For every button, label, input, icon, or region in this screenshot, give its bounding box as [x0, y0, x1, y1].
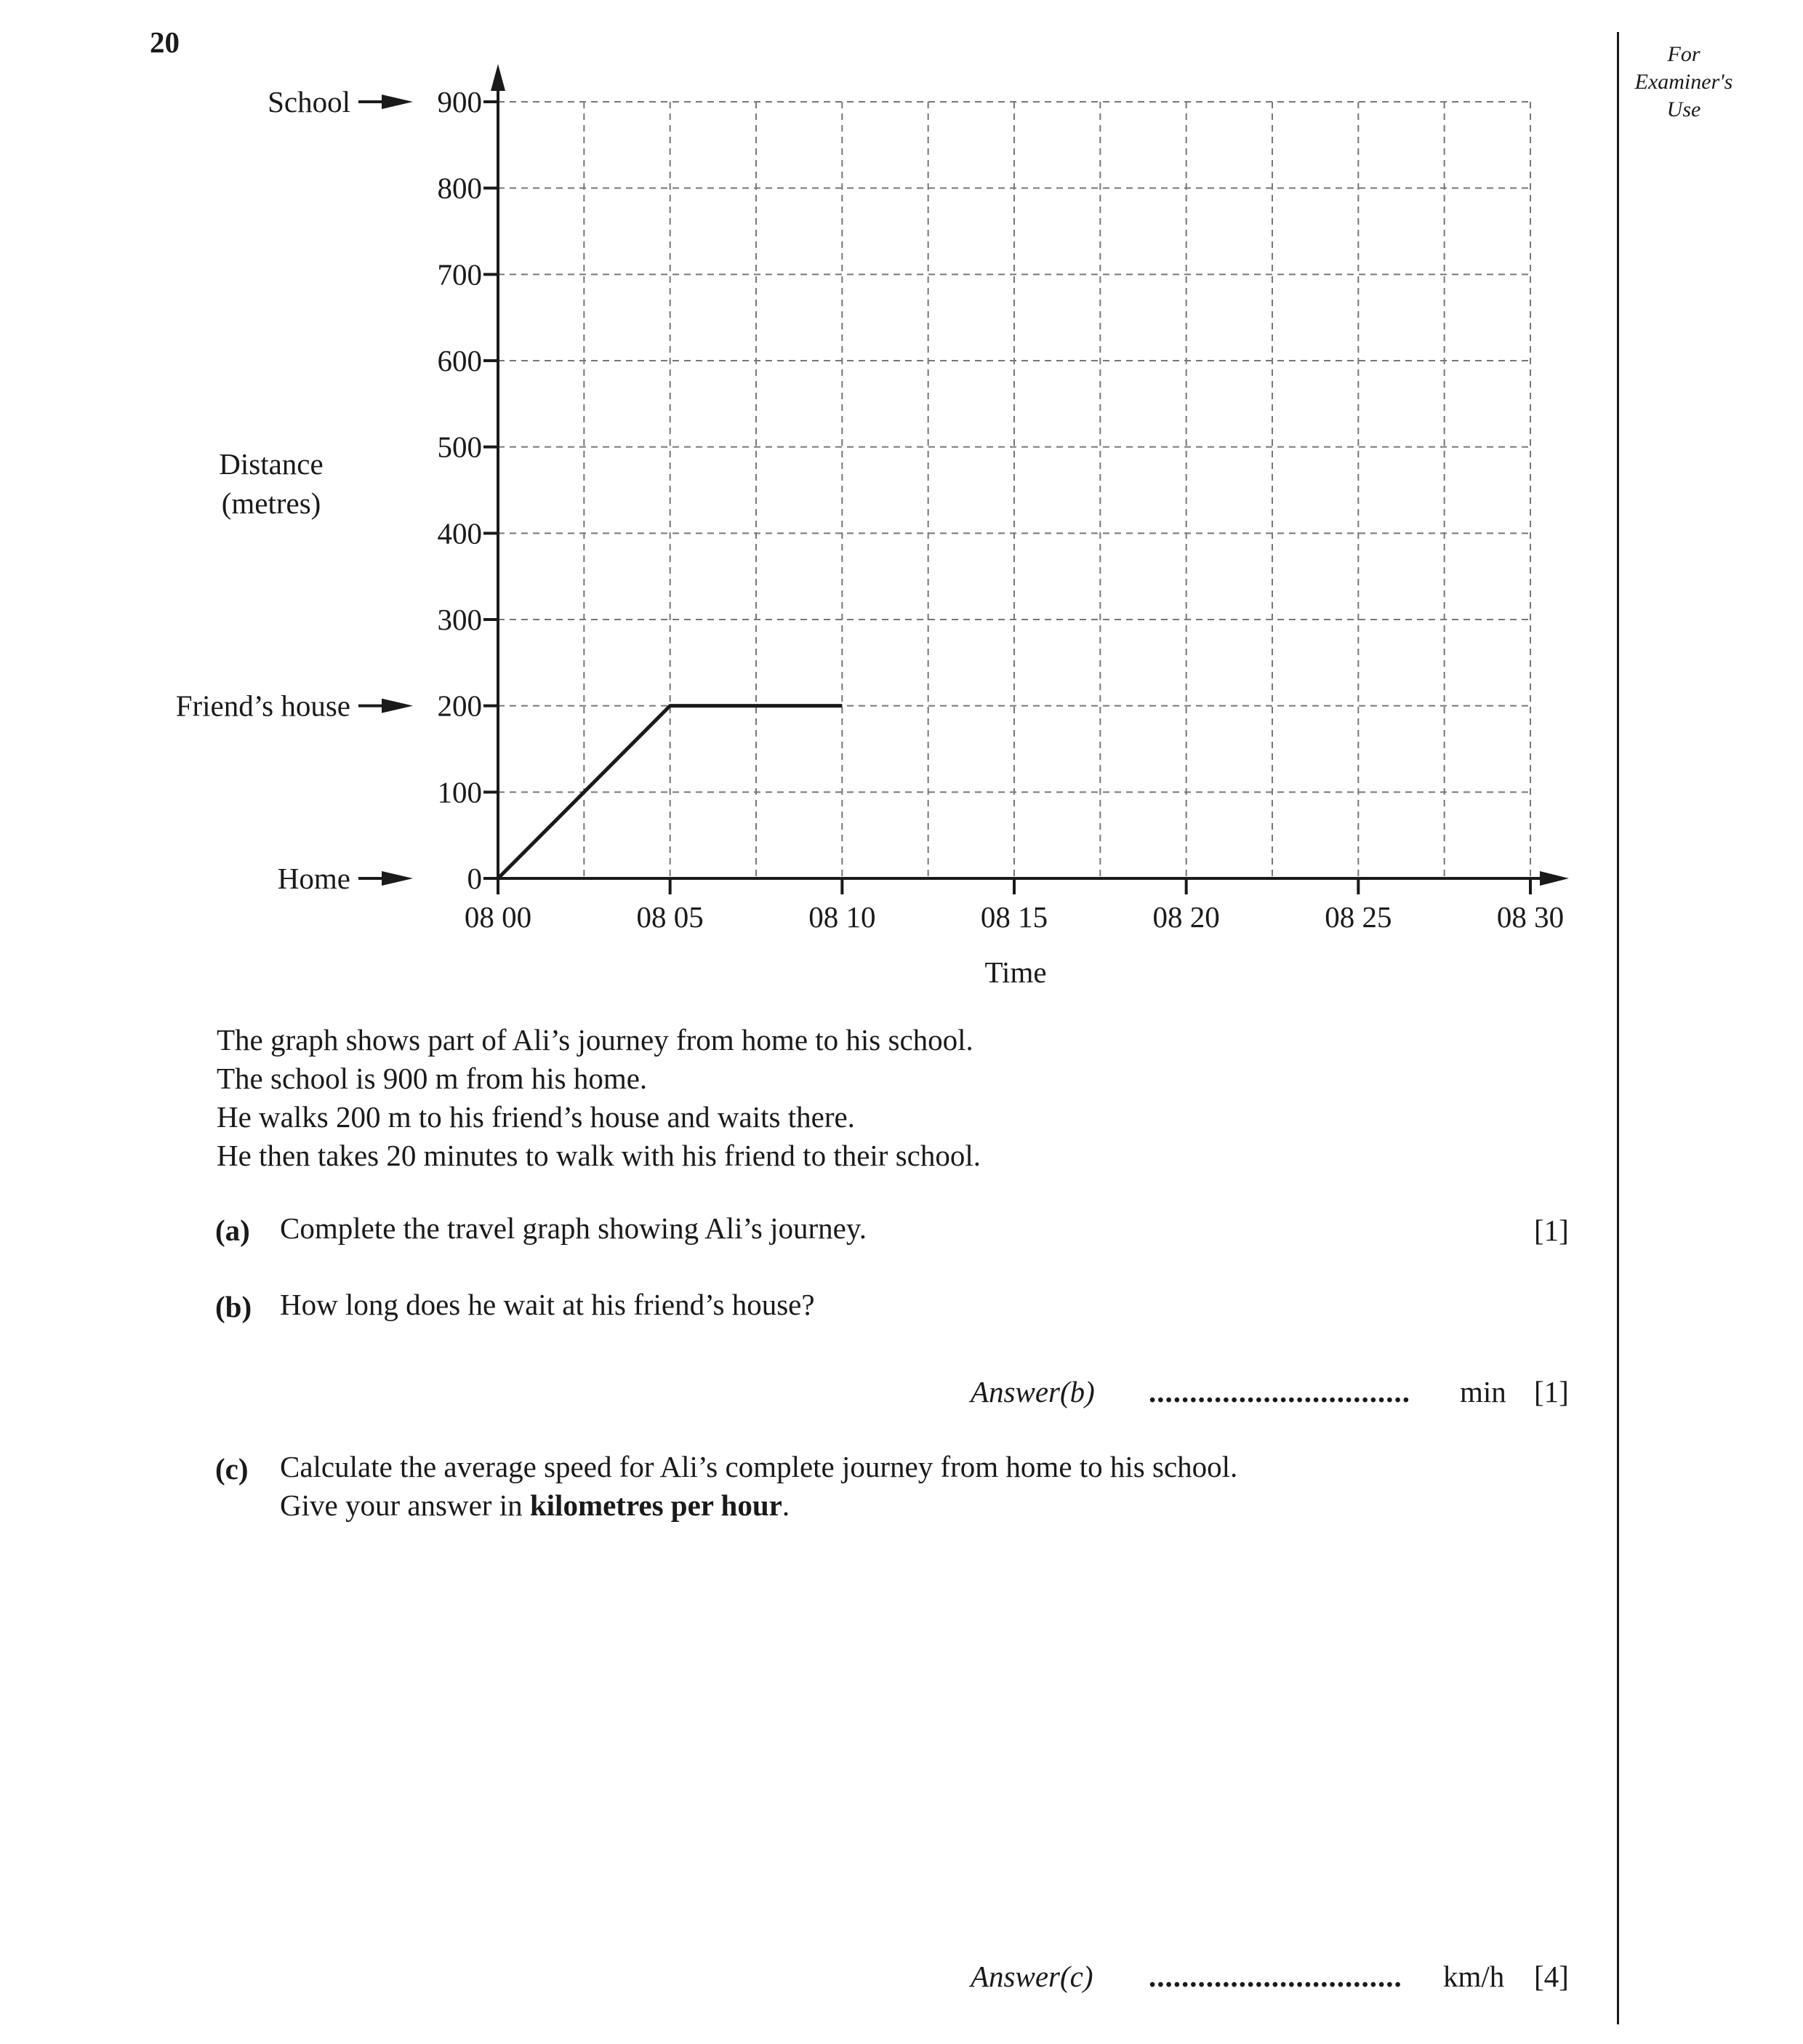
part-a-text: Complete the travel graph showing Ali’s journey.	[280, 1211, 867, 1245]
chart-ticks	[438, 85, 1565, 934]
answer-b-unit: min	[1460, 1375, 1506, 1408]
y-tick-label: 900	[437, 85, 482, 119]
travel-graph	[0, 0, 1803, 1003]
question-stem	[217, 1021, 981, 1175]
stem-line-2: The school is 900 m from his home.	[217, 1062, 648, 1095]
y-tick-label: 700	[437, 257, 482, 292]
answer-c-label: Answer(c)	[971, 1960, 1093, 1993]
part-a-marks: [1]	[1534, 1214, 1569, 1247]
x-axis-label: Time	[984, 955, 1047, 989]
x-tick-label: 08 15	[980, 900, 1048, 934]
stem-line-4: He then takes 20 minutes to walk with his friend to their school.	[217, 1139, 981, 1172]
place-label: Home	[277, 862, 350, 895]
y-tick-label: 200	[437, 689, 482, 723]
x-axis-arrowhead	[1540, 871, 1569, 886]
place-label: Friend’s house	[175, 689, 350, 723]
part-a-label: (a)	[215, 1214, 250, 1247]
examiner-line-3: Use	[1666, 97, 1701, 121]
part-c-line2-bold: kilometres per hour	[529, 1488, 782, 1522]
x-tick-label: 08 05	[636, 900, 704, 934]
y-axis-label-line1: Distance	[219, 447, 324, 481]
answer-b-line[interactable]: ................................	[1149, 1375, 1410, 1408]
y-tick-label: 0	[467, 862, 482, 895]
x-tick-label: 08 20	[1152, 900, 1220, 934]
y-tick-label: 100	[437, 775, 482, 809]
place-arrow-head	[382, 95, 413, 109]
answer-c-unit: km/h	[1443, 1960, 1505, 1993]
stem-line-3: He walks 200 m to his friend’s house and waits there.	[217, 1100, 855, 1134]
part-c-marks: [4]	[1534, 1960, 1569, 1993]
chart-grid	[498, 102, 1530, 878]
examiner-line-2: Examiner's	[1634, 70, 1733, 94]
x-tick-label: 08 10	[808, 900, 876, 934]
part-b-marks: [1]	[1534, 1375, 1569, 1408]
stem-line-1: The graph shows part of Ali’s journey from home to his school.	[217, 1023, 973, 1057]
part-b-label: (b)	[215, 1290, 252, 1323]
y-tick-label: 500	[437, 430, 482, 464]
part-c-line2-prefix: Give your answer in	[280, 1488, 530, 1522]
y-tick-label: 800	[437, 171, 482, 205]
examiner-line-1: For	[1667, 42, 1700, 66]
place-arrow-head	[382, 871, 413, 886]
y-tick-label: 300	[437, 603, 482, 636]
y-axis-label-line2: (metres)	[221, 486, 321, 520]
y-axis-arrowhead	[491, 64, 505, 91]
part-c-line2	[280, 1486, 790, 1525]
y-tick-label: 600	[437, 344, 482, 377]
place-label: School	[268, 85, 350, 119]
part-c-line1: Calculate the average speed for Ali’s complete journey from home to his school.	[280, 1450, 1238, 1483]
answer-c-line[interactable]: ...............................	[1149, 1960, 1402, 1993]
chart-axes	[491, 64, 1569, 886]
question-number: 20	[150, 25, 180, 59]
y-tick-label: 400	[437, 516, 482, 550]
part-c-label: (c)	[215, 1452, 249, 1486]
x-tick-label: 08 00	[464, 900, 532, 934]
part-c-line2-suffix: .	[782, 1488, 790, 1522]
x-tick-label: 08 25	[1325, 900, 1392, 934]
answer-b-label: Answer(b)	[971, 1375, 1095, 1408]
place-arrow-head	[382, 699, 413, 713]
part-b-text: How long does he wait at his friend’s house?	[280, 1288, 815, 1321]
x-tick-label: 08 30	[1496, 900, 1565, 934]
